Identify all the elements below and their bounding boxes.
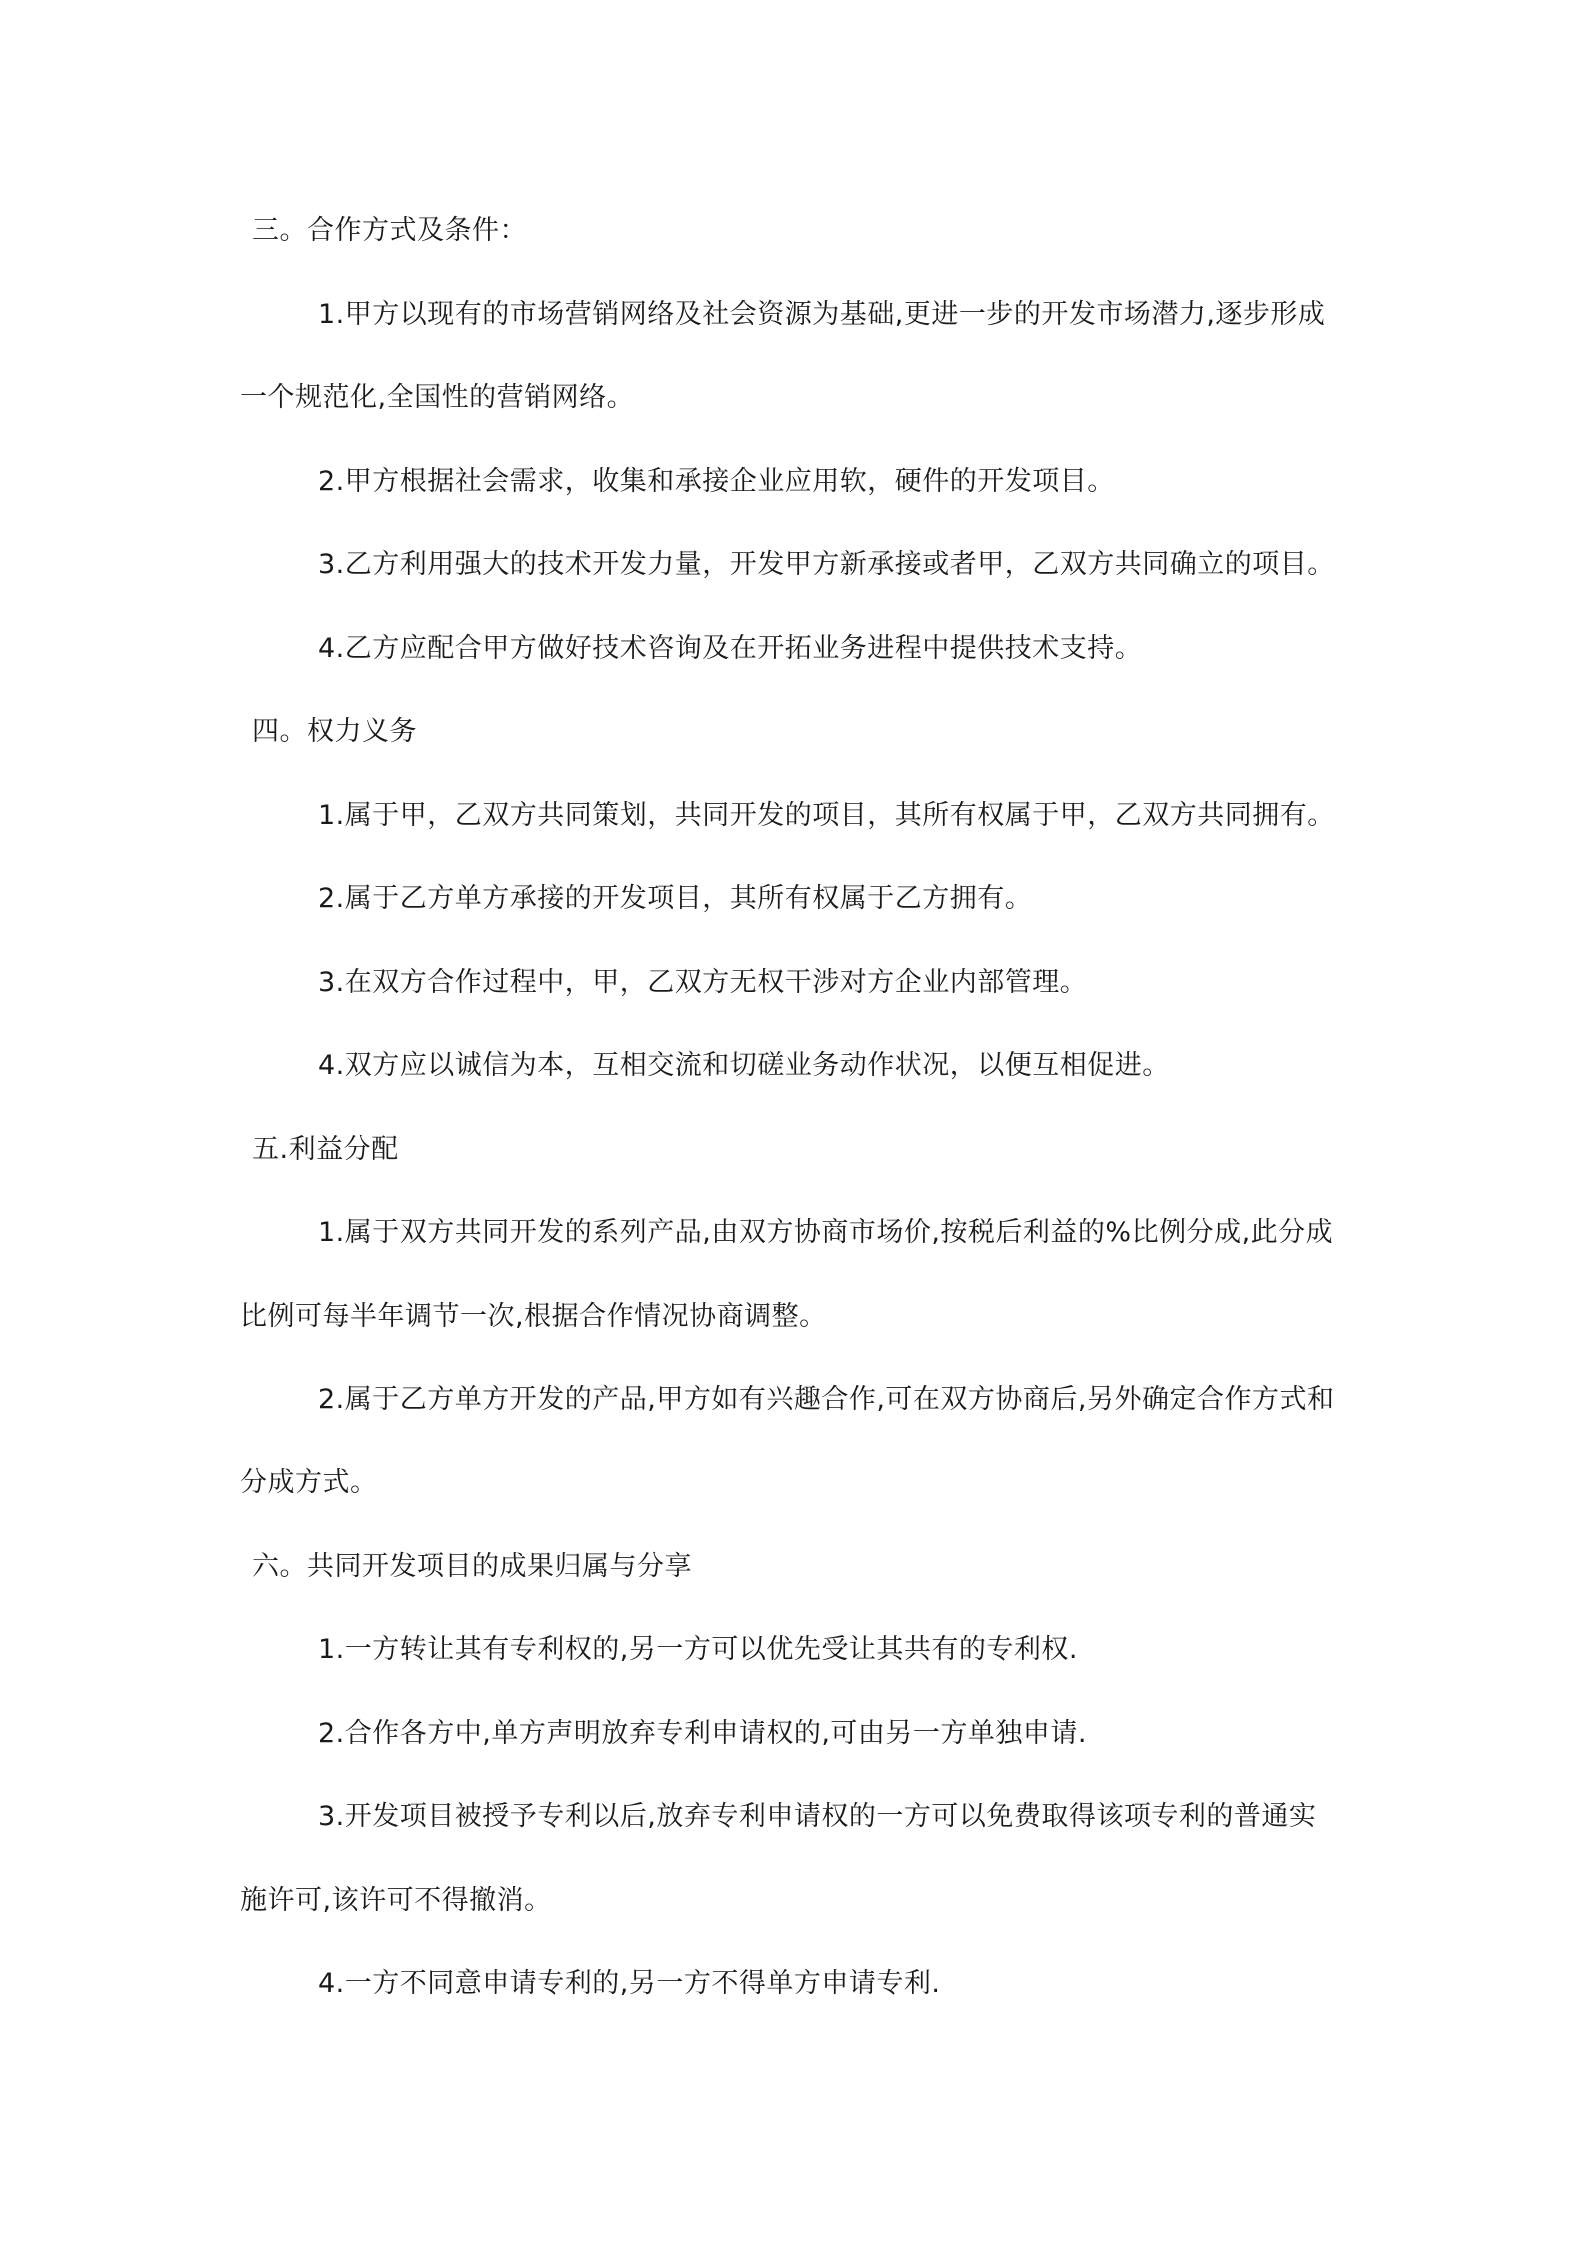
paragraph-line: 分成方式。 (240, 1467, 378, 1498)
paragraph-line: 比例可每半年调节一次,根据合作情况协商调整。 (240, 1301, 827, 1332)
paragraph-line: 2.甲方根据社会需求，收集和承接企业应用软，硬件的开发项目。 (318, 466, 1115, 497)
paragraph-line: 1.属于双方共同开发的系列产品,由双方协商市场价,按税后利益的%比例分成,此分成 (318, 1217, 1334, 1248)
paragraph-line: 2.属于乙方单方开发的产品,甲方如有兴趣合作,可在双方协商后,另外确定合作方式和 (318, 1384, 1335, 1415)
section-heading: 三。合作方式及条件： (252, 215, 527, 246)
paragraph-line: 1.一方转让其有专利权的,另一方可以优先受让其共有的专利权. (318, 1634, 1078, 1665)
paragraph-line: 4.一方不同意申请专利的,另一方不得单方申请专利. (318, 1968, 941, 1999)
paragraph-line: 施许可,该许可不得撤消。 (240, 1885, 552, 1916)
paragraph-line: 2.属于乙方单方承接的开发项目，其所有权属于乙方拥有。 (318, 883, 1033, 914)
paragraph-line: 3.开发项目被授予专利以后,放弃专利申请权的一方可以免费取得该项专利的普通实 (318, 1801, 1317, 1832)
paragraph-line: 一个规范化,全国性的营销网络。 (240, 382, 635, 413)
paragraph-line: 2.合作各方中,单方声明放弃专利申请权的,可由另一方单独申请. (318, 1718, 1088, 1749)
section-heading: 五.利益分配 (252, 1134, 399, 1165)
paragraph-line: 1.属于甲，乙双方共同策划，共同开发的项目，其所有权属于甲，乙双方共同拥有。 (318, 800, 1335, 831)
section-heading: 四。权力义务 (252, 716, 417, 747)
paragraph-line: 3.乙方利用强大的技术开发力量，开发甲方新承接或者甲，乙双方共同确立的项目。 (318, 549, 1335, 580)
paragraph-line: 4.双方应以诚信为本，互相交流和切磋业务动作状况，以便互相促进。 (318, 1050, 1170, 1081)
section-heading: 六。共同开发项目的成果归属与分享 (252, 1551, 692, 1582)
paragraph-line: 1.甲方以现有的市场营销网络及社会资源为基础,更进一步的开发市场潜力,逐步形成 (318, 299, 1326, 330)
paragraph-line: 3.在双方合作过程中，甲，乙双方无权干涉对方企业内部管理。 (318, 967, 1088, 998)
paragraph-line: 4.乙方应配合甲方做好技术咨询及在开拓业务进程中提供技术支持。 (318, 633, 1143, 664)
